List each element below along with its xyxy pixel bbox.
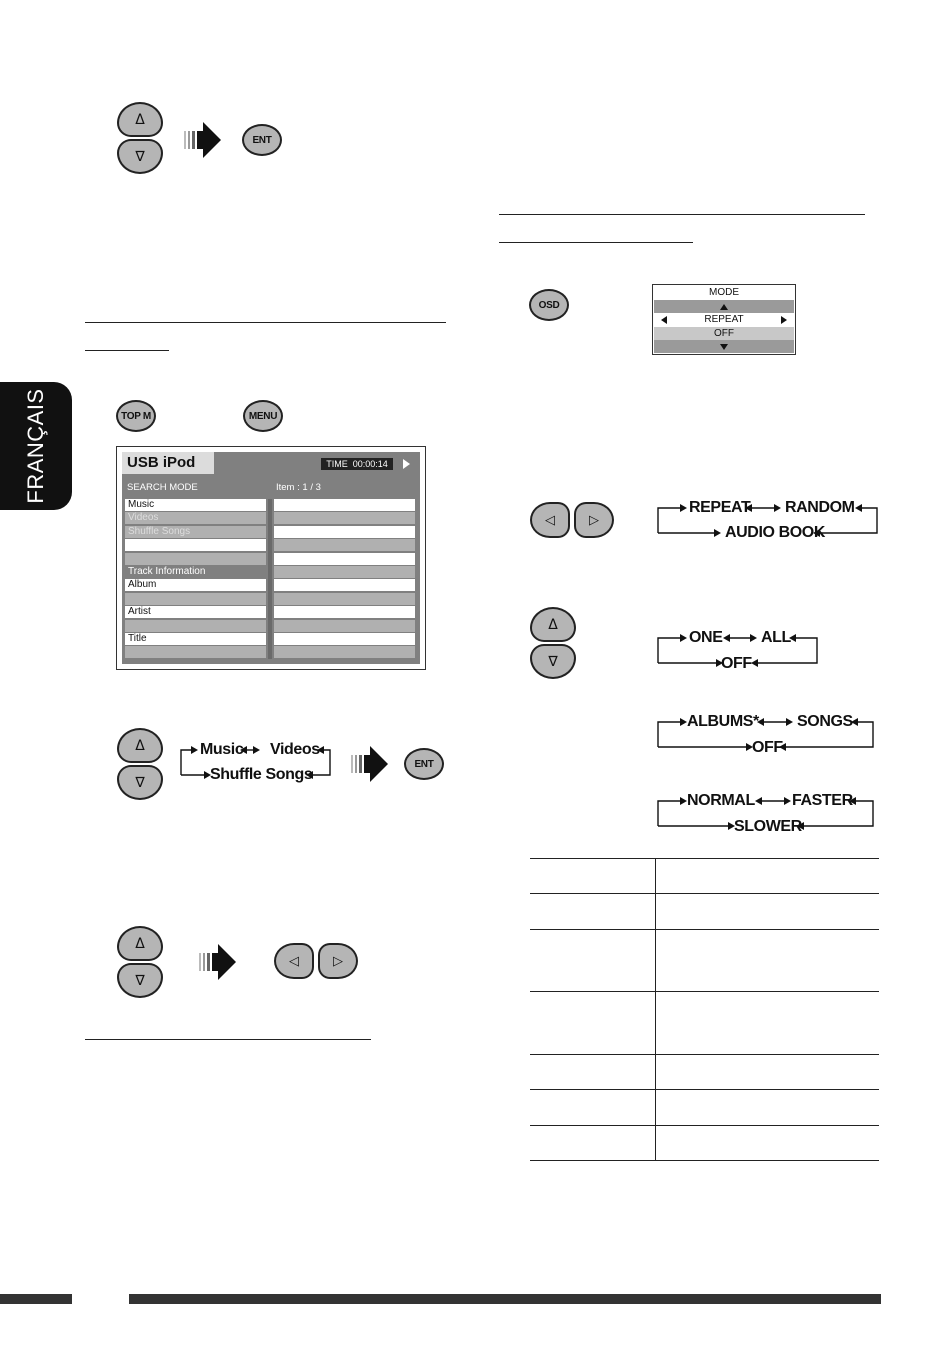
footer-bar-left [0,1294,72,1304]
up-key[interactable]: Δ [117,728,163,763]
section-rule-left [85,322,446,323]
random-cycle [655,712,877,760]
screen-title: USB iPod [122,452,214,474]
time-display [321,458,393,470]
column-divider [268,499,272,659]
albums-option: ALBUMS* [687,713,759,730]
menu-list-item[interactable] [125,620,266,632]
triangle-right-icon [780,315,788,325]
up-down-keys-4[interactable] [530,607,576,679]
mode-cycle [655,498,881,546]
table-row [530,1055,879,1090]
random-off-option: OFF [752,739,783,756]
time-value: 00:00:14 [352,459,388,469]
item-list-row[interactable] [274,499,415,511]
menu-list-item[interactable]: Music [125,499,266,511]
faster-option: FASTER [792,792,853,809]
menu-list-item[interactable] [125,539,266,551]
up-down-keys[interactable] [117,102,163,174]
item-list-row[interactable] [274,553,415,565]
osd-button[interactable]: OSD [529,289,569,321]
table-row [530,859,879,894]
proceed-arrow-icon [183,120,223,160]
menu-list-item[interactable]: Track Information [125,566,266,578]
menu-list-item[interactable]: Album [125,579,266,591]
up-down-keys-3[interactable] [117,926,163,998]
left-right-keys[interactable] [274,943,358,979]
osd-mode-menu [652,284,796,355]
item-list-row[interactable] [274,566,415,578]
item-list-row[interactable] [274,620,415,632]
item-list [274,499,415,659]
osd-mode-title: MODE [709,287,739,298]
down-key[interactable]: ∇ [117,963,163,998]
section-rule [499,214,865,215]
menu-list-item[interactable] [125,593,266,605]
search-category-cycle [178,740,338,790]
proceed-arrow-icon [198,942,238,982]
item-list-row[interactable] [274,512,415,524]
all-option: ALL [761,629,791,646]
osd-up-row [654,300,794,313]
table-row [530,894,879,930]
section-rule-short [499,242,693,243]
up-key[interactable]: Δ [117,102,163,137]
osd-off-label: OFF [654,327,794,340]
section-rule-bottom [85,1039,371,1040]
section-rule-left-short [85,350,169,351]
one-option: ONE [689,629,723,646]
language-tab-label: FRANÇAIS [23,388,48,504]
item-count: Item : 1 / 3 [276,482,321,493]
up-down-keys-2[interactable] [117,728,163,800]
settings-table [530,858,879,1161]
left-key[interactable]: ◁ [530,502,570,538]
ent-button-2[interactable]: ENT [404,748,444,780]
osd-repeat-row[interactable] [654,313,794,327]
table-row [530,930,879,992]
item-list-row[interactable] [274,633,415,645]
menu-list-item[interactable]: Title [125,633,266,645]
table-row [530,992,879,1055]
right-key[interactable]: ▷ [574,502,614,538]
down-key[interactable]: ∇ [117,139,163,174]
item-list-row[interactable] [274,593,415,605]
top-menu-button[interactable]: TOP M [116,400,156,432]
item-list-row[interactable] [274,539,415,551]
time-label: TIME [326,459,348,469]
normal-option: NORMAL [687,792,755,809]
triangle-left-icon [660,315,668,325]
menu-list-item[interactable] [125,646,266,658]
menu-list-item[interactable]: Artist [125,606,266,618]
item-list-row[interactable] [274,646,415,658]
menu-list-item[interactable] [125,553,266,565]
shuffle-songs-option: Shuffle Songs [210,766,313,783]
random-option: RANDOM [785,499,855,516]
down-key[interactable]: ∇ [117,765,163,800]
off-option: OFF [721,655,752,672]
left-right-keys-2[interactable] [530,502,614,538]
menu-button[interactable]: MENU [243,400,283,432]
table-row [530,1126,879,1161]
down-key[interactable]: ∇ [530,644,576,679]
osd-down-row [654,340,794,353]
footer-bar-right [129,1294,881,1304]
audiobook-option: AUDIO BOOK [725,524,826,541]
music-option: Music [200,741,244,758]
table-row [530,1090,879,1126]
audiobook-cycle [655,791,877,839]
search-mode-header: SEARCH MODE [127,482,198,493]
item-list-row[interactable] [274,579,415,591]
right-key[interactable]: ▷ [318,943,358,979]
repeat-cycle [655,628,821,676]
menu-list [125,499,266,659]
ent-button[interactable]: ENT [242,124,282,156]
triangle-up-icon [719,303,729,311]
play-icon [403,459,410,469]
up-key[interactable]: Δ [117,926,163,961]
repeat-option: REPEAT [689,499,751,516]
proceed-arrow-icon [350,744,390,784]
videos-option: Videos [270,741,320,758]
menu-list-item[interactable]: Shuffle Songs [125,526,266,538]
item-list-row[interactable] [274,526,415,538]
usb-ipod-screen [116,446,426,670]
slower-option: SLOWER [734,818,802,835]
up-key[interactable]: Δ [530,607,576,642]
language-tab [0,382,72,510]
menu-list-item[interactable]: Videos [125,512,266,524]
item-list-row[interactable] [274,606,415,618]
left-key[interactable]: ◁ [274,943,314,979]
songs-option: SONGS [797,713,853,730]
osd-repeat-label: REPEAT [704,314,744,325]
triangle-down-icon [719,343,729,351]
